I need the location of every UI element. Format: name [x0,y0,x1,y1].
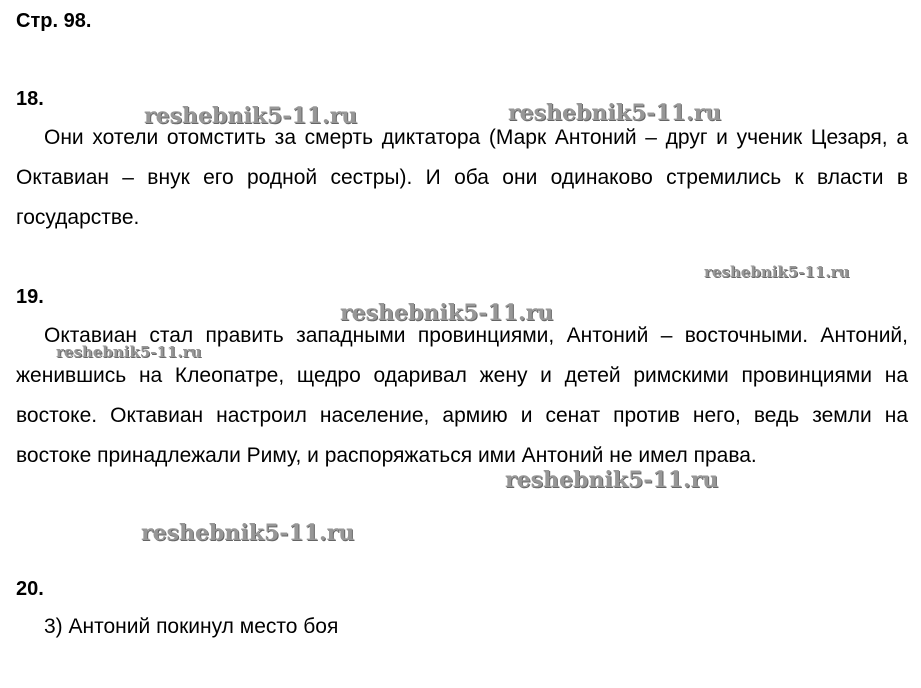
answer-19: Октавиан стал править западными провинциями, Антоний – восточными. Антоний, женившись на Клеопатре, щедро одаривал жену и детей римскими провинциями на востоке. Октавиан настроил население, армию и сенат против него, ведь земли на востоке принадлежали Риму, и распоряжаться ими Антоний не имел права. [16,324,908,467]
question-number-19: 19. [16,286,44,308]
answer-18: Они хотели отомстить за смерть диктатора (Марк Антоний – друг и ученик Цезаря, а Октавиан – внук его родной сестры). И оба они одинаково стремились к власти в государстве. [16,126,908,229]
answer-20: 3) Антоний покинул место боя [44,615,339,638]
watermark: reshebnik5-11.ru [508,100,722,126]
watermark: reshebnik5-11.ru [144,103,358,129]
question-number-20: 20. [16,578,44,600]
watermark: reshebnik5-11.ru [340,300,554,326]
watermark: reshebnik5-11.ru [704,263,850,281]
watermark: reshebnik5-11.ru [56,343,202,361]
watermark: reshebnik5-11.ru [141,520,355,546]
page-title: Стр. 98. [16,10,92,32]
question-number-18: 18. [16,88,44,110]
watermark: reshebnik5-11.ru [505,467,719,493]
